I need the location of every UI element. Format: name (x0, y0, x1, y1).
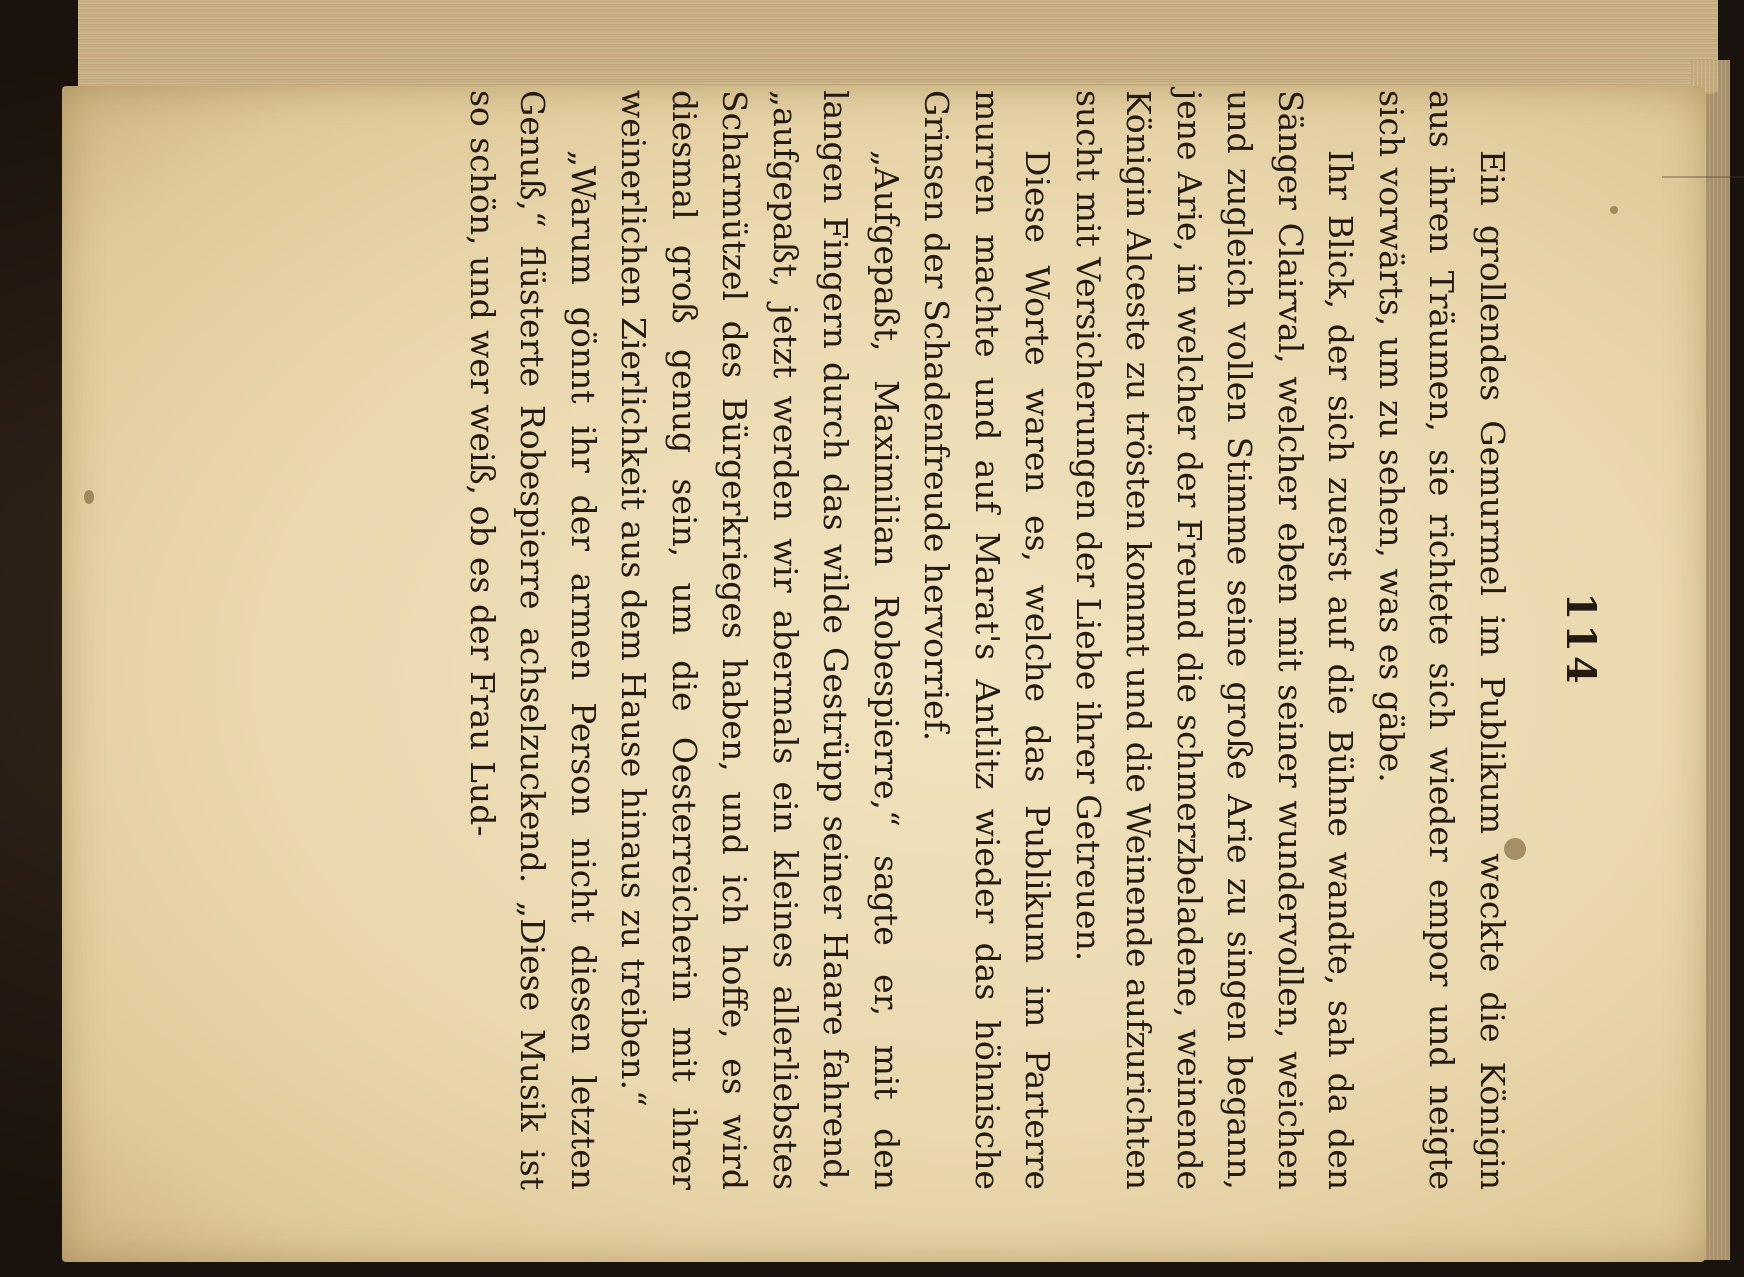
paragraph: Ein grollendes Gemurmel im Publikum weckte die Königin aus ihren Träumen, sie richtete sich wieder empor und neigte sich vorwärts, um zu sehen, was es gäbe. (1371, 90, 1512, 1190)
paragraph: „Aufgepaßt, Maximilian Robespierre,“ sagte er, mit den langen Fingern durch das wilde Gestrüpp seiner Haare fahrend, „aufgepaßt, jetzt werden wir abermals ein kleines allerliebstes Scharmützel des Bürgerkrieges haben, und ich hoffe, es wird diesmal groß genug sein, um die Oesterreicherin mit ihrer weinerlichen Zierlichkeit aus dem Hause hinaus zu treiben.“ (614, 90, 906, 1190)
corner-fold (1662, 176, 1744, 238)
paper-spot (1610, 206, 1618, 214)
page-edges-top (78, 0, 1718, 94)
page-number: 114 (1556, 592, 1604, 688)
paragraph: „Warum gönnt ihr der armen Person nicht diesen letzten Genuß,“ flüsterte Robespierre achselzuckend. „Diese Musik ist so schön, und wer weiß, ob es der Frau Lud- (462, 90, 603, 1190)
page-text-block (456, 90, 1604, 1190)
paragraph: Ihr Blick, der sich zuerst auf die Bühne wandte, sah da den Sänger Clairval, welcher eben mit seiner wundervollen, weichen und zugleich vollen Stimme seine große Arie zu singen begann, jene Arie, in welcher der Freund die schmerzbeladene, weinende Königin Alceste zu trösten kommt und die Weinende aufzurichten sucht mit Versicherungen der Liebe ihrer Getreuen. (1068, 90, 1361, 1190)
paragraph: Diese Worte waren es, welche das Publikum im Parterre murren machte und auf Marat's Antlitz wieder das höhnische Grinsen der Schadenfreude hervorrief. (917, 90, 1058, 1190)
paper-spot (84, 490, 94, 504)
